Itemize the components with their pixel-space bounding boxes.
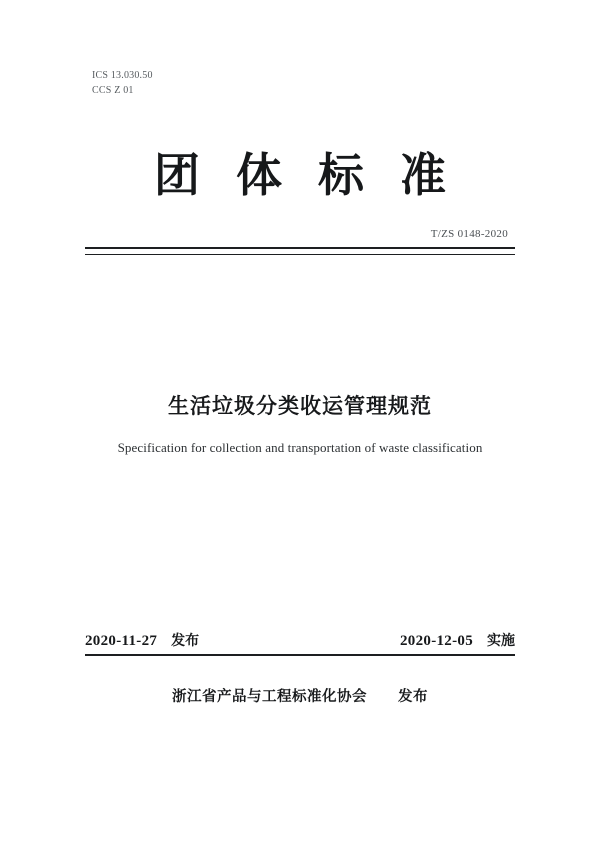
dates-row: [85, 630, 515, 650]
banner: [0, 148, 600, 202]
publisher-name: 浙江省产品与工程标准化协会: [171, 689, 367, 705]
issue-date-group: [85, 630, 199, 650]
issue-label: 发布: [171, 633, 200, 649]
document-title-chinese: 生活垃圾分类收运管理规范: [168, 394, 432, 418]
effective-date: 2020-12-05: [400, 633, 473, 649]
banner-title: 团体标准: [154, 148, 482, 202]
standard-classification-codes: [92, 68, 153, 98]
publisher-row: [0, 685, 600, 706]
divider-bottom: [85, 654, 515, 656]
publisher-label: 发布: [398, 689, 429, 705]
issue-date: 2020-11-27: [85, 633, 158, 649]
ics-code: ICS 13.030.50: [92, 70, 153, 81]
divider-top-thick: [85, 247, 515, 249]
divider-top-thin: [85, 254, 515, 255]
document-title-english: Specification for collection and transportation of waste classification: [117, 440, 483, 455]
ccs-code: CCS Z 01: [92, 85, 134, 96]
standard-number: T/ZS 0148-2020: [430, 228, 508, 240]
effective-date-group: [400, 630, 515, 650]
effective-label: 实施: [487, 633, 515, 649]
